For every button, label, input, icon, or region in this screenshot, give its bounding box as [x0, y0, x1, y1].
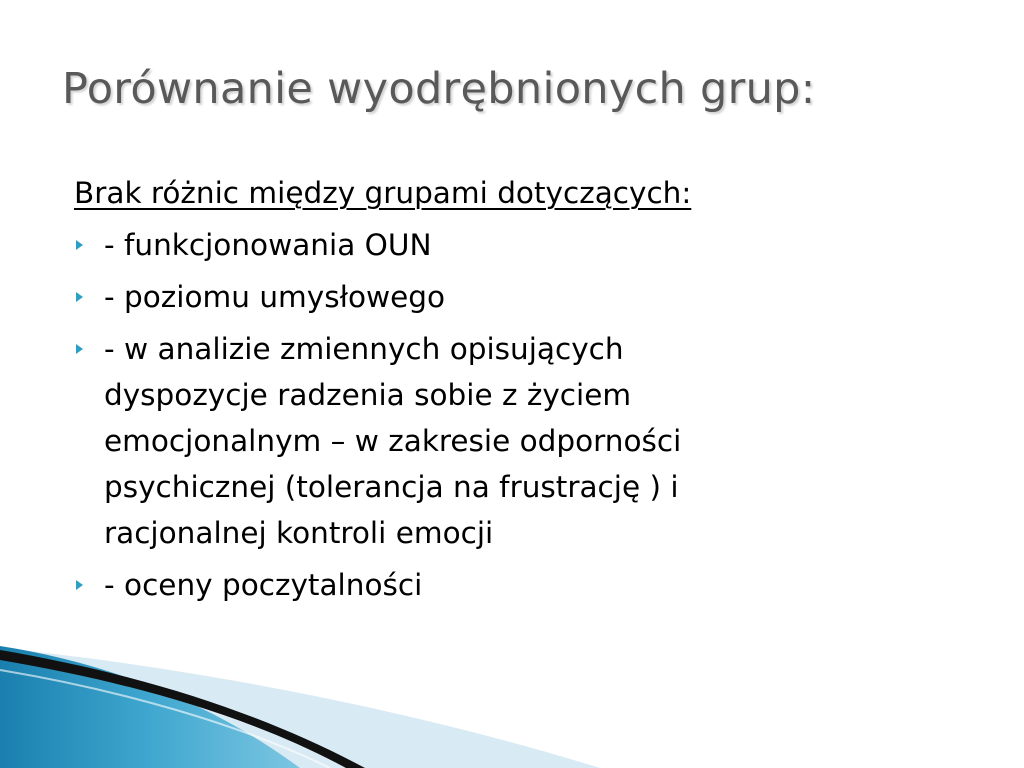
triangle-right-icon [76, 344, 83, 354]
triangle-right-icon [76, 240, 83, 250]
bullet-item [74, 326, 954, 556]
slide-subtitle: Brak różnic między grupami dotyczących: [74, 176, 692, 210]
bullet-item [74, 562, 954, 608]
bullet-item [74, 222, 954, 268]
bullet-item [74, 274, 954, 320]
bullet-text: - funkcjonowania OUN [104, 228, 432, 262]
slide-title: Porównanie wyodrębnionych grup: [62, 64, 816, 114]
slide-content [74, 170, 954, 614]
bullet-text: - oceny poczytalności [104, 568, 423, 602]
bullet-line: - w analizie zmiennych opisujących [104, 332, 624, 366]
bullet-text-multiline [104, 326, 954, 556]
bullet-line: racjonalnej kontroli emocji [104, 516, 494, 550]
bullet-line: psychicznej (tolerancja na frustrację ) i [104, 470, 679, 504]
triangle-right-icon [76, 580, 83, 590]
bullet-line: emocjonalnym – w zakresie odporności [104, 424, 682, 458]
triangle-right-icon [76, 292, 83, 302]
bullet-text: - poziomu umysłowego [104, 280, 446, 314]
bullet-line: dyspozycje radzenia sobie z życiem [104, 378, 632, 412]
bullet-list [74, 222, 954, 608]
